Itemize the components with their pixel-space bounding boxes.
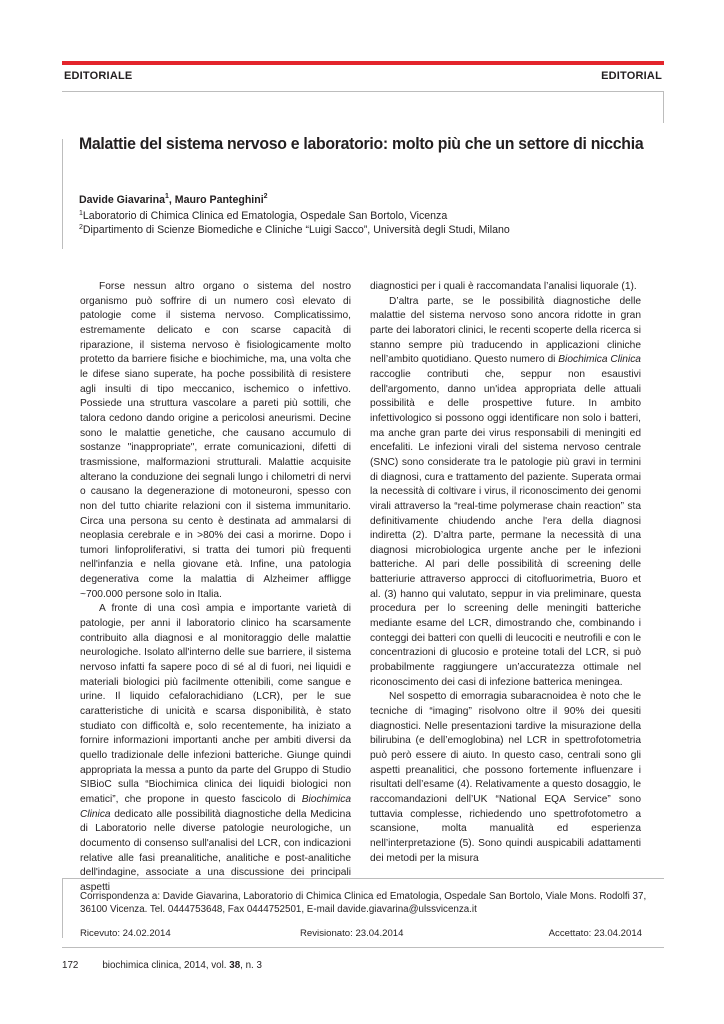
- affiliation: [79, 224, 510, 236]
- date-revised: Revisionato: 23.04.2014: [300, 928, 404, 939]
- footer-divider: [62, 947, 664, 948]
- journal-citation: biochimica clinica, 2014, vol.: [102, 960, 230, 971]
- affiliation: [79, 210, 447, 222]
- affiliation-mark: 1: [79, 210, 83, 217]
- affiliation-mark: 2: [79, 224, 83, 231]
- body-paragraph: Forse nessun altro organo o sistema del nostro organismo può soffrire di un numero così elevato di patologie come il sistema nervoso. Complicatissimo, estremamente delicato e con scarse capacità di riparazione, il sistema nervoso è fisiologicamente molto protetto da barriere fisiche e biochimiche, ma, una volta che le difese siano superate, ha poche possibilità di resistere agli insulti di tipo meccanico, ischemico o infettivo. Possiede una struttura vascolare a pareti più sottili, che talora cedono dando origine a pericolosi aneurismi. Decine sono le malattie genetiche, che causano accumulo di sostanze "inappropriate", errate comunicazioni, difetti di trasmissione, malformazioni strutturali. Malattie acquisite alterano la conduzione dei segnali lungo i chilometri di nervi o causano la degenerazione di motoneuroni, spesso con non del tutto chiarite relazioni con il sistema immunitario. Circa una persona su cento è destinata ad ammalarsi di neoplasia cerebrale e in >80% dei casi a morirne. Dopo i tumori linfoproliferativi, si tratta dei tumori più frequenti nell'infanzia e nella giovane età. Infine, una patologia degenerativa come la malattia di Alzheimer affligge ~700.000 persone solo in Italia.: [80, 281, 351, 600]
- author-list: [79, 194, 268, 206]
- journal-volume: 38: [229, 960, 241, 971]
- section-label-english: EDITORIAL: [601, 70, 662, 82]
- affiliation-text: Dipartimento di Scienze Biomediche e Cliniche “Luigi Sacco”, Università degli Studi, Milano: [82, 224, 510, 236]
- body-column-left: [80, 280, 351, 896]
- body-paragraph: diagnostici per i quali è raccomandata l’analisi liquorale (1).: [370, 281, 637, 292]
- correspondence-note: [80, 890, 650, 916]
- date-received: Ricevuto: 24.02.2014: [80, 928, 171, 939]
- body-paragraph: A fronte di una così ampia e importante varietà di patologie, per anni il laboratorio clinico ha scarsamente contribuito alla diagnosi e al monitoraggio delle malattie neurologiche. Isolato all'interno delle sue barriere, il sistema nervoso infatti fa sapere poco di sé al di fuori, nei liquidi e materiali biologici più facilmente ottenibili, come sangue e urine. Il liquido cefalorachidiano (LCR), per le sue caratteristiche di unicità e scarsa disponibilità, è stato studiato con difficoltà e, solo recentemente, ha iniziato a fornire informazioni importanti anche per ambiti diversi da quello tradizionale delle infezioni batteriche. Giunge quindi appropriata la messa a punto da parte del Gruppo di Studio SIBioC sulla “Biochimica clinica dei liquidi biologici non ematici”, che propone in questo fascicolo di Biochimica Clinica dedicato alle possibilità diagnostiche della Medicina di Laboratorio nelle diverse patologie neurologiche, un documento di consenso sull'analisi del LCR, con indicazioni relative alle fasi preanalitiche, analitiche e post-analitiche dell'indagine, associate a una discussione dei principali aspetti: [80, 603, 351, 893]
- body-column-right: [370, 280, 641, 866]
- author-separator: ,: [168, 194, 175, 206]
- page-number: 172: [62, 960, 79, 971]
- correspondence-divider: [62, 878, 664, 879]
- title-block-rule: [62, 139, 63, 249]
- correspondence-rule: [62, 878, 63, 938]
- author-name: Davide Giavarina: [79, 194, 165, 206]
- header-divider: [62, 91, 664, 92]
- header-red-bar: [62, 61, 664, 65]
- page-footer: [62, 960, 262, 971]
- article-title: Malattie del sistema nervoso e laboratorio: molto più che un settore di nicchia: [79, 135, 644, 153]
- body-paragraph: Nel sospetto di emorragia subaracnoidea è noto che le tecniche di “imaging” risolvono oltre il 90% dei quesiti diagnostici. Nelle presentazioni tardive la misurazione della bilirubina (e dell’emoglobina) nel LCR in spettrofotometria può però essere di aiuto. In questo caso, centrali sono gli aspetti preanalitici, che possono fortemente influenzare i risultati dell’esame (4). Relativamente a questo dosaggio, le raccomandazioni dell’UK “National EQA Service” sono tuttavia complesse, richiedendo uno spettrofotometro a scansione, molta manualità ed esperienza nell’interpretazione (5). Sono quindi auspicabili adattamenti dei metodi per la misura: [370, 691, 641, 864]
- author-affiliation-mark: 1: [164, 193, 169, 200]
- journal-issue: , n. 3: [240, 960, 262, 971]
- section-label-italian: EDITORIALE: [64, 70, 133, 82]
- correspondence-line: 36100 Vicenza. Tel. 0444753648, Fax 0444752501, E-mail davide.giavarina@ulssvicenza.it: [80, 904, 477, 915]
- header-divider-vertical: [663, 91, 664, 123]
- correspondence-line: Corrispondenza a: Davide Giavarina, Laboratorio di Chimica Clinica ed Ematologia, Ospedale San Bortolo, Viale Mons. Rodolfi 37,: [80, 891, 647, 902]
- author-name: Mauro Panteghini: [174, 194, 264, 206]
- body-paragraph: D’altra parte, se le possibilità diagnostiche delle malattie del sistema nervoso sono ancora ridotte in gran parte dei laboratori clinici, le recenti scoperte della ricerca si stanno sempre più traducendo in applicazioni cliniche nell’ambito quotidiano. Questo numero di Biochimica Clinica raccoglie contributi che, seppur non esaustivi dell'argomento, danno un'idea appropriata delle attuali possibilità e delle prospettive future. In ambito infettivologico si possono oggi identificare non solo i batteri, ma anche gran parte dei virus responsabili di meningiti ed encefaliti. Le infezioni virali del sistema nervoso centrale (SNC) sono considerate tra le patologie più gravi in termini di diagnosi, cura e trattamento del paziente. Superata ormai la necessità di coltivare i virus, il riconoscimento dei genomi virali attraverso la “real-time polymerase chain reaction” sta definitivamente chiudendo anche l'era della diagnosi indiretta (2). D’altra parte, permane la necessità di una diagnosi microbiologica urgente anche per le infezioni batteriche. Al pari delle possibilità di screening delle batteriurie attraverso approcci di citofluorimetria, Buoro et al. (3) hanno qui valutato, seppur in via preliminare, questa procedura per lo screening delle meningiti batteriche mediante esame del LCR, dimostrando che, combinando i conteggi dei batteri con quelli di leucociti e neutrofili e con le concentrazioni di glucosio e proteine totali del LCR, si può probabilmente raggiungere un’accuratezza ottimale nel riconoscimento dei casi di infezione batterica meningea.: [370, 295, 641, 688]
- affiliation-text: Laboratorio di Chimica Clinica ed Ematologia, Ospedale San Bortolo, Vicenza: [82, 210, 448, 222]
- author-affiliation-mark: 2: [263, 193, 268, 200]
- date-accepted: Accettato: 23.04.2014: [548, 928, 642, 939]
